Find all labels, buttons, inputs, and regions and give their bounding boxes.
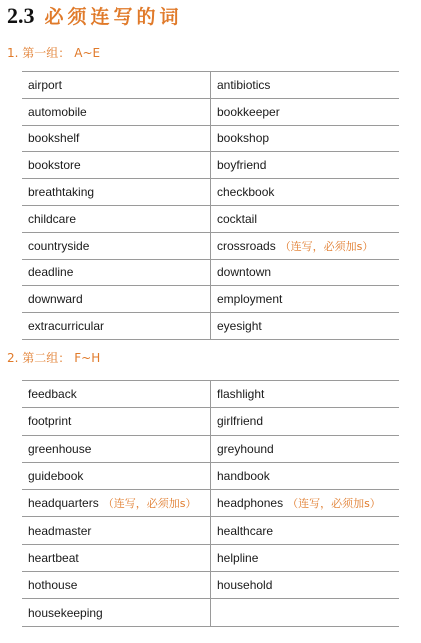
word-cell-left	[22, 408, 211, 434]
word-cell-right	[211, 99, 399, 125]
word-text: headquarters	[28, 496, 99, 511]
word-cell-right	[211, 152, 399, 178]
word-text: boyfriend	[217, 158, 267, 173]
word-text: eyesight	[217, 319, 262, 334]
table-row	[22, 490, 399, 517]
word-text: downtown	[217, 265, 272, 280]
word-cell-right	[211, 599, 399, 625]
section-header	[7, 2, 183, 32]
word-cell-left	[22, 206, 211, 232]
word-cell-left	[22, 490, 211, 516]
word-text: flashlight	[217, 387, 265, 402]
word-text: helpline	[217, 550, 259, 565]
word-text: bookstore	[28, 158, 81, 173]
word-text: greenhouse	[28, 441, 92, 456]
word-cell-left	[22, 179, 211, 205]
word-cell-right	[211, 233, 399, 259]
word-text: healthcare	[217, 523, 274, 538]
table-row	[22, 260, 399, 287]
word-text: countryside	[28, 238, 90, 253]
word-cell-right	[211, 517, 399, 543]
word-cell-right	[211, 490, 399, 516]
word-text: household	[217, 578, 273, 593]
word-text: childcare	[28, 211, 77, 226]
word-cell-right	[211, 313, 399, 339]
table-row	[22, 517, 399, 544]
word-cell-left	[22, 99, 211, 125]
word-cell-right	[211, 436, 399, 462]
word-cell-right	[211, 260, 399, 286]
section-number: 2.3	[7, 3, 35, 28]
table-row	[22, 545, 399, 572]
word-cell-right	[211, 126, 399, 152]
word-cell-right	[211, 463, 399, 489]
group2-range: F~H	[74, 351, 101, 365]
word-text: bookshelf	[28, 131, 80, 146]
word-cell-left	[22, 233, 211, 259]
word-text: headmaster	[28, 523, 92, 538]
table-row	[22, 206, 399, 233]
group2-heading	[7, 349, 100, 366]
word-text: employment	[217, 292, 283, 307]
table-row	[22, 436, 399, 463]
word-note: （连写，必须加s）	[287, 497, 381, 511]
word-cell-right	[211, 545, 399, 571]
word-cell-right	[211, 179, 399, 205]
word-text: housekeeping	[28, 605, 103, 620]
table-row	[22, 313, 399, 340]
word-cell-left	[22, 572, 211, 598]
word-cell-right	[211, 408, 399, 434]
table-row	[22, 572, 399, 599]
table-row	[22, 72, 399, 99]
word-text: feedback	[28, 387, 77, 402]
group1-range: A~E	[74, 46, 101, 60]
word-text: handbook	[217, 469, 270, 484]
word-cell-left	[22, 260, 211, 286]
group1-word-table	[22, 71, 399, 340]
word-cell-left	[22, 436, 211, 462]
word-cell-right	[211, 572, 399, 598]
table-row	[22, 408, 399, 435]
word-cell-left	[22, 72, 211, 98]
word-text: checkbook	[217, 185, 275, 200]
word-text: airport	[28, 77, 63, 92]
group1-heading-label: 1. 第一组：	[7, 46, 71, 60]
word-text: greyhound	[217, 441, 274, 456]
group2-heading-label: 2. 第二组：	[7, 351, 71, 365]
section-title: 必须连写的词	[44, 6, 183, 28]
word-cell-left	[22, 599, 211, 625]
word-text: deadline	[28, 265, 74, 280]
word-text: footprint	[28, 414, 72, 429]
word-cell-left	[22, 286, 211, 312]
table-row	[22, 463, 399, 490]
word-text: girlfriend	[217, 414, 264, 429]
word-note: （连写，必须加s）	[102, 497, 197, 511]
word-cell-left	[22, 517, 211, 543]
word-text: heartbeat	[28, 550, 79, 565]
word-cell-right	[211, 286, 399, 312]
word-text: hothouse	[28, 578, 78, 593]
word-cell-left	[22, 126, 211, 152]
group2-word-table	[22, 380, 399, 627]
table-row	[22, 599, 399, 626]
table-row	[22, 381, 399, 408]
table-row	[22, 126, 399, 153]
word-text: extracurricular	[28, 319, 105, 334]
word-text: breathtaking	[28, 185, 95, 200]
table-row	[22, 286, 399, 313]
table-row	[22, 233, 399, 260]
word-text: antibiotics	[217, 77, 271, 92]
word-cell-left	[22, 313, 211, 339]
word-text: cocktail	[217, 211, 258, 226]
word-text: bookshop	[217, 131, 270, 146]
word-text: crossroads	[217, 238, 276, 253]
word-cell-right	[211, 381, 399, 407]
word-text: downward	[28, 292, 83, 307]
word-text: guidebook	[28, 469, 84, 484]
word-text: automobile	[28, 104, 87, 119]
table-row	[22, 179, 399, 206]
word-cell-right	[211, 206, 399, 232]
table-row	[22, 99, 399, 126]
word-cell-left	[22, 381, 211, 407]
word-cell-left	[22, 463, 211, 489]
word-cell-right	[211, 72, 399, 98]
word-cell-left	[22, 152, 211, 178]
word-text: headphones	[217, 496, 284, 511]
word-cell-left	[22, 545, 211, 571]
table-row	[22, 152, 399, 179]
word-text: bookkeeper	[217, 104, 280, 119]
group1-heading	[7, 44, 100, 61]
word-note: （连写，必须加s）	[279, 239, 374, 253]
